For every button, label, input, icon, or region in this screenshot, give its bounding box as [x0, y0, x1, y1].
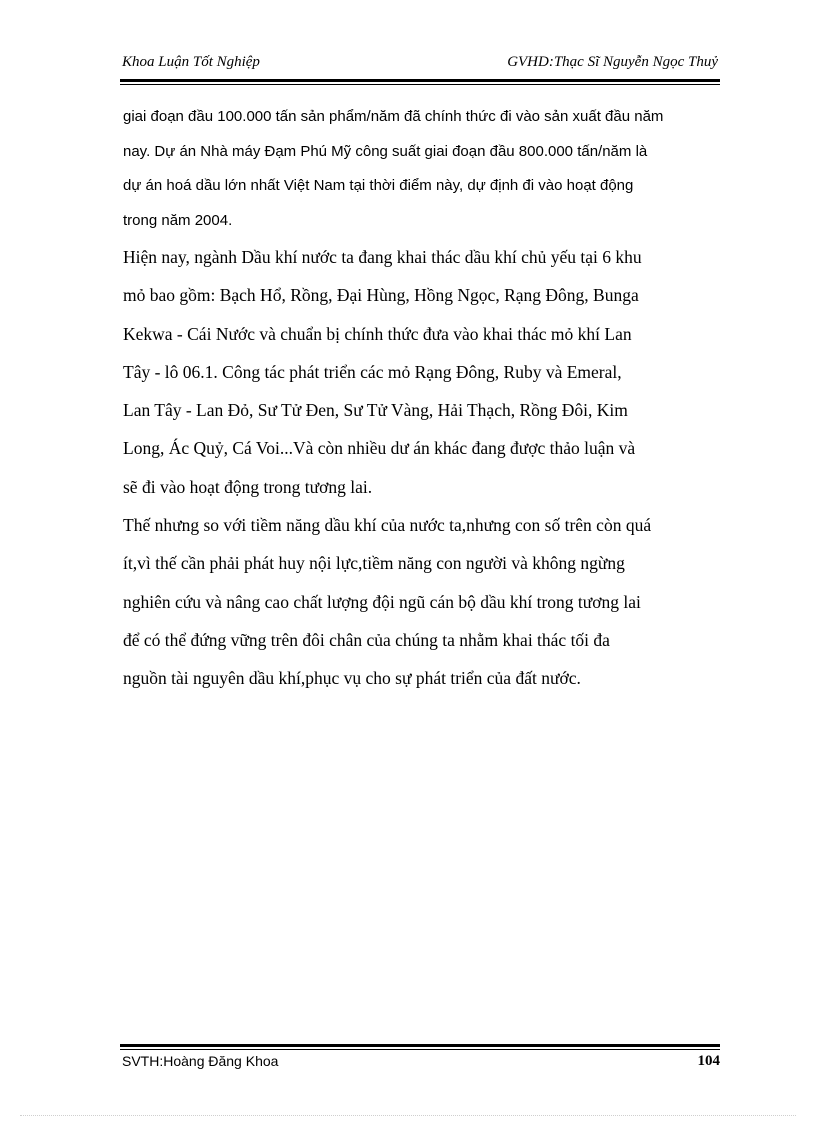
paragraph-3 — [123, 506, 723, 697]
text-line: dự án hoá dầu lớn nhất Việt Nam tại thời điểm này, dự định đi vào hoạt động — [123, 177, 634, 194]
page-footer — [120, 1053, 720, 1075]
page-header — [120, 52, 720, 76]
text-line: Kekwa - Cái Nước và chuẩn bị chính thức đưa vào khai thác mỏ khí Lan — [123, 323, 632, 344]
text-line: Lan Tây - Lan Đỏ, Sư Tử Đen, Sư Tử Vàng, Hải Thạch, Rồng Đôi, Kim — [123, 400, 628, 421]
text-line: sẽ đi vào hoạt động trong tương lai. — [123, 476, 373, 497]
text-line: nguồn tài nguyên dầu khí,phục vụ cho sự phát triển của đất nước. — [123, 668, 581, 689]
text-line: Long, Ác Quỷ, Cá Voi...Và còn nhiều dư án khác đang được thảo luận và — [123, 438, 636, 459]
text-line: trong năm 2004. — [123, 211, 233, 229]
header-thesis-title: Khoa Luận Tốt Nghiệp — [122, 54, 260, 70]
text-line: ít,vì thế cần phải phát huy nội lực,tiềm năng con người và không ngừng — [123, 553, 625, 574]
text-line: giai đoạn đầu 100.000 tấn sản phẩm/năm đã chính thức đi vào sản xuất đầu năm — [123, 108, 664, 125]
text-line: nghiên cứu và nâng cao chất lượng đội ngũ cán bộ dầu khí trong tương lai — [123, 591, 641, 612]
footer-rule-thin — [120, 1049, 720, 1050]
header-advisor: GVHD:Thạc Sĩ Nguyễn Ngọc Thuỷ — [507, 54, 718, 70]
paragraph-2 — [123, 238, 723, 506]
body-content — [123, 100, 723, 698]
page-number: 104 — [697, 1053, 720, 1069]
header-rule-thick — [120, 79, 720, 82]
page-edge-divider — [20, 1115, 796, 1116]
text-line: mỏ bao gồm: Bạch Hổ, Rồng, Đại Hùng, Hồng Ngọc, Rạng Đông, Bunga — [123, 285, 639, 306]
paragraph-1 — [123, 100, 723, 238]
text-line: Tây - lô 06.1. Công tác phát triển các mỏ Rạng Đông, Ruby và Emeral, — [123, 361, 622, 382]
footer-student: SVTH:Hoàng Đăng Khoa — [122, 1053, 279, 1069]
text-line: Thế nhưng so với tiềm năng dầu khí của nước ta,nhưng con số trên còn quá — [123, 515, 652, 536]
header-rule-thin — [120, 84, 720, 85]
text-line: nay. Dự án Nhà máy Đạm Phú Mỹ công suất giai đoạn đầu 800.000 tấn/năm là — [123, 142, 648, 160]
text-line: Hiện nay, ngành Dầu khí nước ta đang khai thác dầu khí chủ yếu tại 6 khu — [123, 247, 642, 267]
text-line: để có thể đứng vững trên đôi chân của chúng ta nhằm khai thác tối đa — [123, 629, 610, 650]
footer-rule-thick — [120, 1044, 720, 1047]
